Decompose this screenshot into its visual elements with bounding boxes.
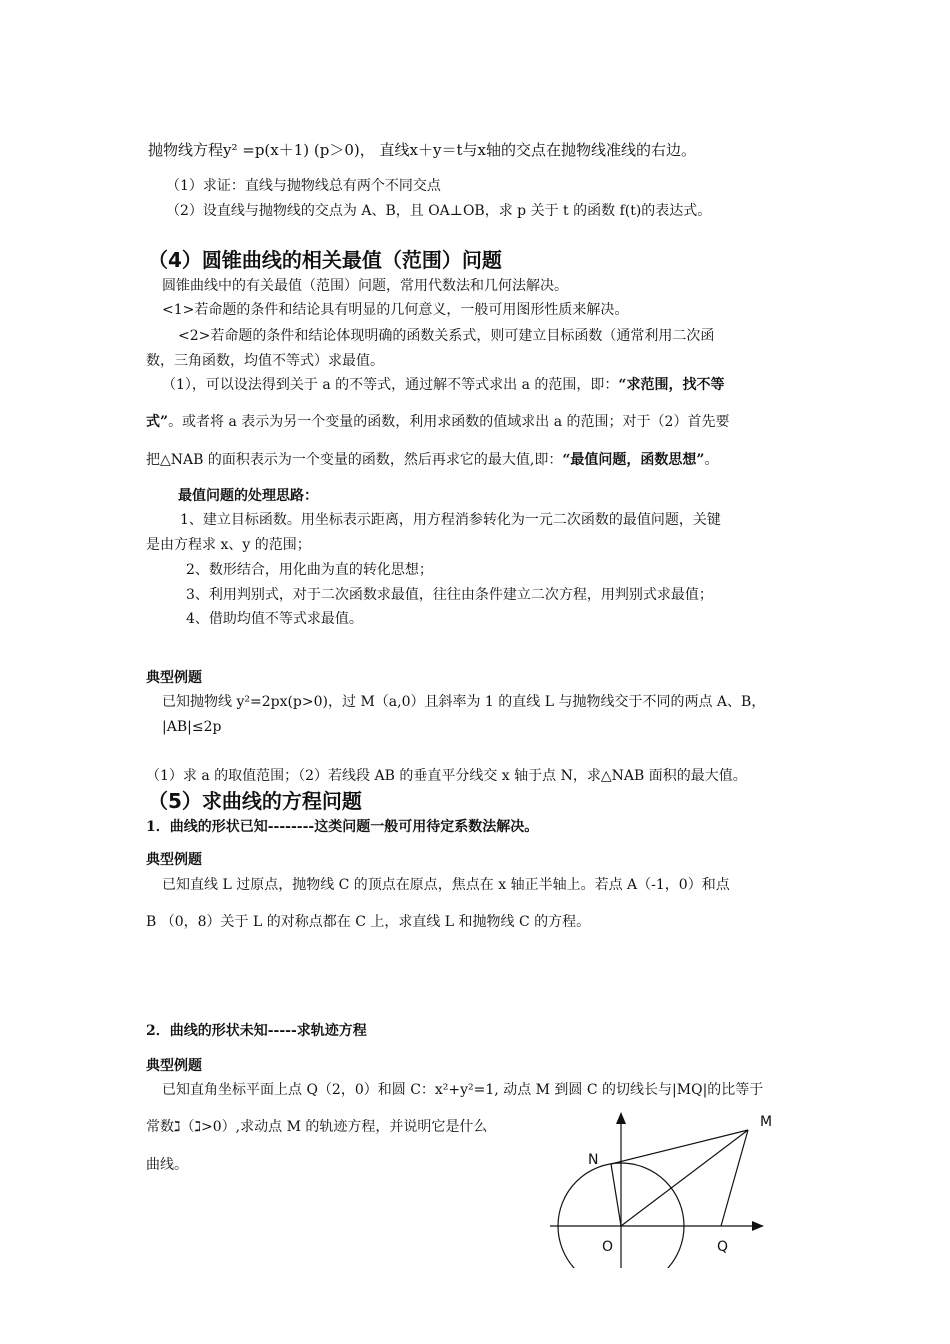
section4-para-4a-bold: “求范围，找不等 <box>618 377 725 393</box>
question-a-1: （1）求证：直线与抛物线总有两个不同交点 <box>166 178 441 194</box>
example-title-3: 典型例题 <box>146 1058 202 1074</box>
section4-heading: （4）圆锥曲线的相关最值（范围）问题 <box>148 248 502 272</box>
segment-om <box>621 1130 748 1226</box>
label-o: O <box>602 1239 614 1255</box>
section4-para-4c-end: 。 <box>704 452 719 468</box>
ideas-title: 最值问题的处理思路： <box>178 488 318 504</box>
example-3c: 曲线。 <box>146 1157 188 1173</box>
idea-3: 3、利用判别式，对于二次函数求最值，往往由条件建立二次方程，用判别式求最值； <box>186 587 713 603</box>
question-a-2: （2）设直线与抛物线的交点为 A、B，且 OA⊥OB，求 p 关于 t 的函数 f(t)的表达式。 <box>166 203 712 219</box>
section5-sub-1: 1．曲线的形状已知--------这类问题一般可用待定系数法解决。 <box>146 819 539 835</box>
section4-para-4b-bold: 式” <box>146 414 169 430</box>
idea-1a: 1、建立目标函数。用坐标表示距离，用方程消参转化为一元二次函数的最值问题，关键 <box>180 512 721 528</box>
segment-on <box>611 1164 621 1226</box>
example-1-questions: （1）求 a 的取值范围；（2）若线段 AB 的垂直平分线交 x 轴于点 N，求△NAB 面积的最大值。 <box>146 768 747 784</box>
section4-para-2: <1>若命题的条件和结论具有明显的几何意义，一般可用图形性质来解决。 <box>162 302 629 318</box>
section4-para-3a: <2>若命题的条件和结论体现明确的函数关系式，则可建立目标函数（通常利用二次函 <box>178 328 715 344</box>
tangent-mn <box>611 1130 748 1164</box>
geometry-figure <box>540 1108 790 1268</box>
y-axis-arrow-icon <box>616 1112 626 1124</box>
segment-mq <box>721 1130 748 1226</box>
example-2b: B （0，8）关于 L 的对称点都在 C 上，求直线 L 和抛物线 C 的方程。 <box>146 914 591 930</box>
section4-para-3b: 数，三角函数，均值不等式）求最值。 <box>146 353 384 369</box>
label-n: N <box>588 1152 599 1168</box>
label-m: M <box>760 1114 773 1130</box>
section4-para-4b-text: 。或者将 a 表示为另一个变量的函数，利用求函数的值域求出 a 的范围；对于（2）首先要 <box>168 414 730 430</box>
example-3a: 已知直角坐标平面上点 Q（2，0）和圆 C：x²+y²=1, 动点 M 到圆 C 的切线长与|MQ|的比等于 <box>162 1082 764 1098</box>
section4-para-4a <box>162 375 724 395</box>
example-title-1: 典型例题 <box>146 670 202 686</box>
section4-para-4c-bold: “最值问题，函数思想” <box>562 452 705 468</box>
example-3b: 常数ℷ（ℷ>0）,求动点 M 的轨迹方程，并说明它是什么 <box>146 1119 488 1135</box>
example-2a: 已知直线 L 过原点，抛物线 C 的顶点在原点，焦点在 x 轴正半轴上。若点 A（-1，0）和点 <box>162 877 730 893</box>
section5-heading: （5）求曲线的方程问题 <box>148 789 362 813</box>
example-1b: |AB|≤2p <box>162 719 222 735</box>
intro-parabola-line: 抛物线方程y² =p(x＋1) (p＞0)， 直线x＋y＝t与x轴的交点在抛物线准线的右边。 <box>148 141 696 159</box>
idea-4: 4、借助均值不等式求最值。 <box>186 611 363 627</box>
x-axis-arrow-icon <box>752 1221 764 1231</box>
section4-para-1: 圆锥曲线中的有关最值（范围）问题，常用代数法和几何法解决。 <box>162 278 568 294</box>
label-q: Q <box>717 1239 729 1255</box>
example-title-2: 典型例题 <box>146 852 202 868</box>
section4-para-4c-text: 把△NAB 的面积表示为一个变量的函数，然后再求它的最大值,即： <box>146 452 563 468</box>
idea-1b: 是由方程求 x、y 的范围； <box>146 537 311 553</box>
section4-para-4c <box>146 450 718 470</box>
section4-para-4b <box>146 412 729 432</box>
section5-sub-2: 2．曲线的形状未知-----求轨迹方程 <box>146 1023 367 1039</box>
example-1a: 已知抛物线 y²=2px(p>0)，过 M（a,0）且斜率为 1 的直线 L 与抛物线交于不同的两点 A、B， <box>162 694 766 710</box>
idea-2: 2、数形结合，用化曲为直的转化思想； <box>186 562 433 578</box>
section4-para-4a-text: （1），可以设法得到关于 a 的不等式，通过解不等式求出 a 的范围，即： <box>162 377 619 393</box>
